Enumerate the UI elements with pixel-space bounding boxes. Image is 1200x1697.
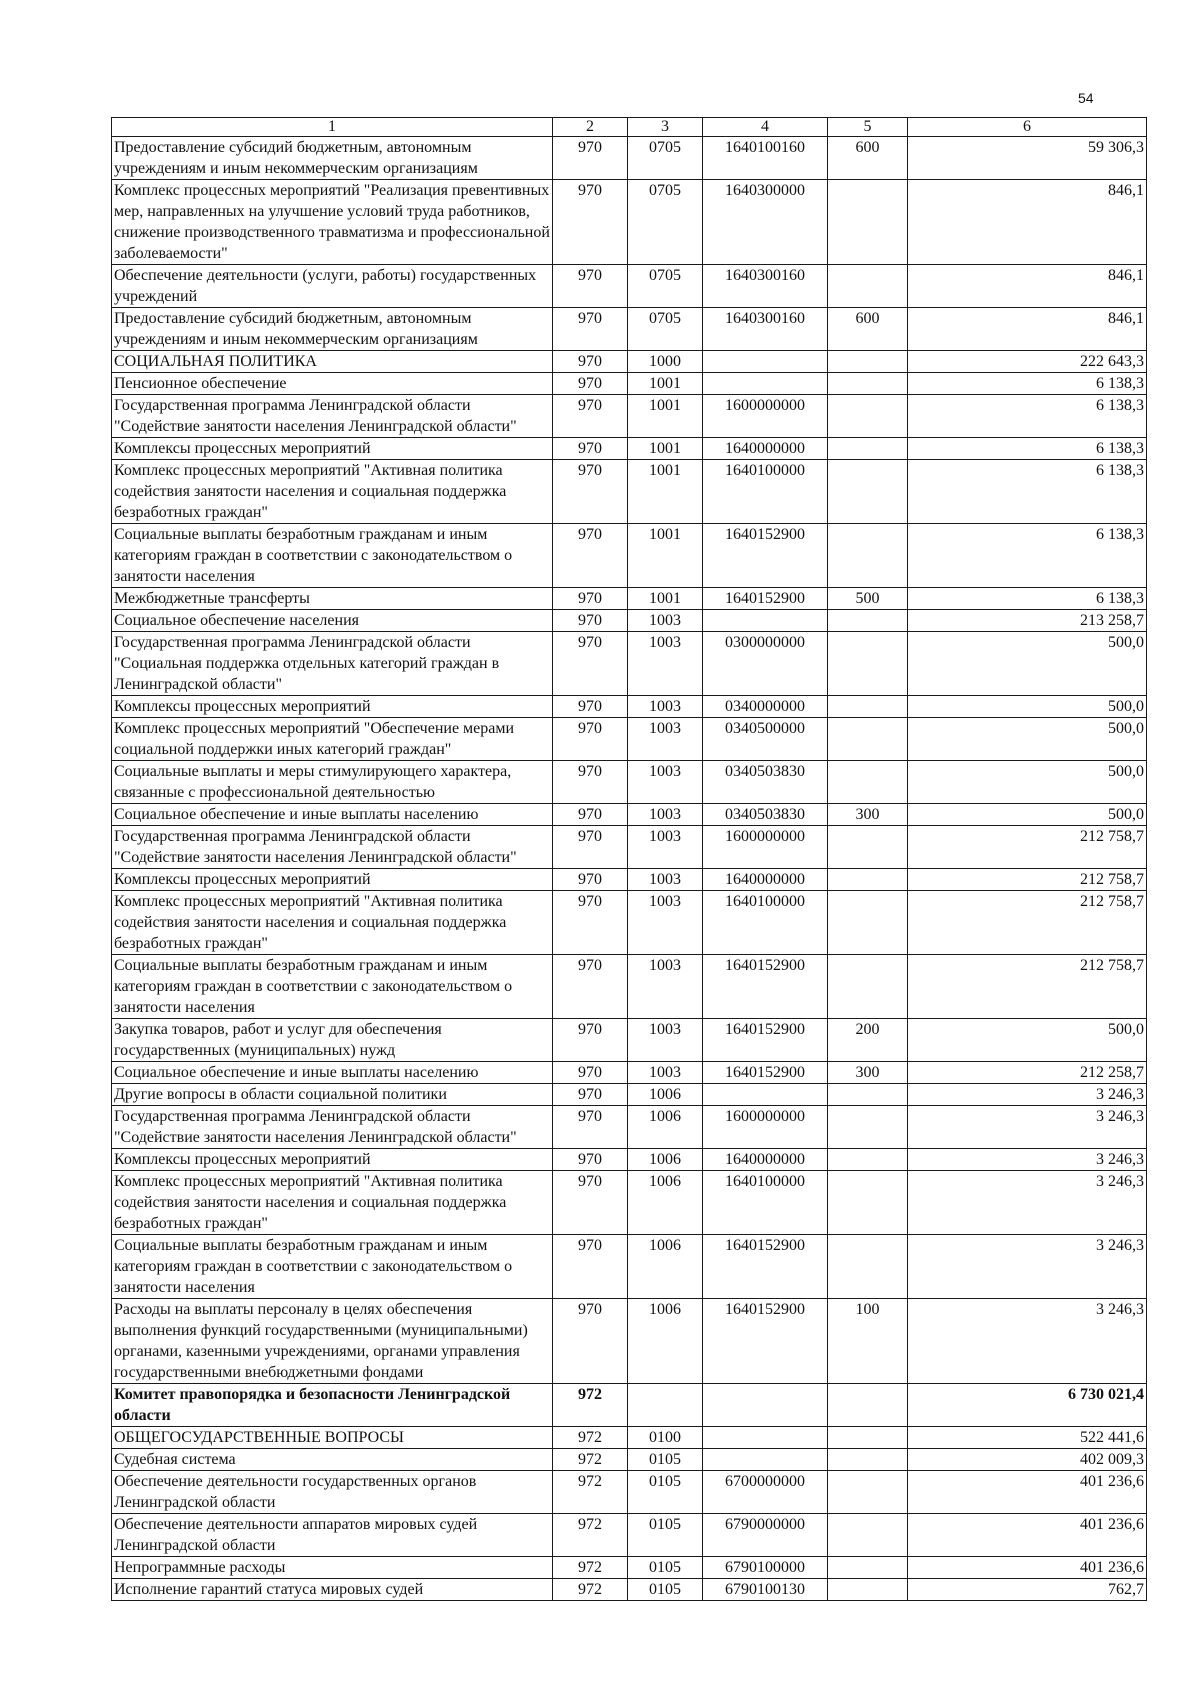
expense-type-cell: 300 [828,804,908,826]
target-article-cell: 0340500000 [703,718,828,761]
table-row [112,1019,1147,1062]
target-article-cell: 1640300160 [703,265,828,308]
target-article-cell: 0300000000 [703,632,828,696]
target-article-cell: 1640152900 [703,588,828,610]
amount-cell: 212 258,7 [908,1062,1147,1084]
amount-cell: 401 236,6 [908,1514,1147,1557]
budget-code-cell: 970 [553,891,628,955]
budget-code-cell: 970 [553,696,628,718]
target-article-cell: 1640100000 [703,460,828,524]
column-header: 1 [112,118,553,137]
budget-code-cell: 970 [553,265,628,308]
budget-code-cell: 972 [553,1449,628,1471]
table-row [112,1299,1147,1384]
row-name-cell: Межбюджетные трансферты [112,588,553,610]
expense-type-cell [828,524,908,588]
amount-cell: 401 236,6 [908,1557,1147,1579]
budget-code-cell: 970 [553,1235,628,1299]
table-row [112,1062,1147,1084]
budget-code-cell: 970 [553,137,628,180]
expense-type-cell [828,180,908,265]
budget-code-cell: 970 [553,955,628,1019]
target-article-cell: 1640100160 [703,137,828,180]
table-row [112,1106,1147,1149]
expense-type-cell: 600 [828,137,908,180]
section-code-cell: 1003 [628,761,703,804]
table-row [112,395,1147,438]
amount-cell: 846,1 [908,265,1147,308]
amount-cell: 500,0 [908,1019,1147,1062]
section-code-cell: 0105 [628,1557,703,1579]
expense-type-cell [828,955,908,1019]
budget-code-cell: 970 [553,718,628,761]
expense-type-cell [828,1106,908,1149]
table-row [112,588,1147,610]
amount-cell: 3 246,3 [908,1149,1147,1171]
section-code-cell: 1003 [628,610,703,632]
budget-code-cell: 970 [553,826,628,869]
table-row [112,137,1147,180]
row-name-cell: Обеспечение деятельности государственных органов Ленинградской области [112,1471,553,1514]
target-article-cell [703,351,828,373]
row-name-cell: Государственная программа Ленинградской области "Социальная поддержка отдельных категорий граждан в Ленинградской области" [112,632,553,696]
section-code-cell: 1006 [628,1171,703,1235]
expense-type-cell [828,1449,908,1471]
table-row [112,955,1147,1019]
amount-cell: 212 758,7 [908,869,1147,891]
section-code-cell: 1003 [628,1019,703,1062]
amount-cell: 222 643,3 [908,351,1147,373]
section-code-cell: 0705 [628,137,703,180]
row-name-cell: Комплекс процессных мероприятий "Активная политика содействия занятости населения и социальная поддержка безработных граждан" [112,460,553,524]
table-row [112,265,1147,308]
row-name-cell: Исполнение гарантий статуса мировых судей [112,1579,553,1601]
section-code-cell: 1006 [628,1235,703,1299]
amount-cell: 500,0 [908,804,1147,826]
row-name-cell: Социальные выплаты безработным гражданам и иным категориям граждан в соответствии с законодательством о занятости населения [112,1235,553,1299]
table-row [112,180,1147,265]
target-article-cell: 1600000000 [703,1106,828,1149]
target-article-cell [703,373,828,395]
amount-cell: 212 758,7 [908,955,1147,1019]
table-row [112,891,1147,955]
row-name-cell: Обеспечение деятельности (услуги, работы) государственных учреждений [112,265,553,308]
target-article-cell: 1640000000 [703,438,828,460]
target-article-cell: 6790000000 [703,1514,828,1557]
budget-code-cell: 972 [553,1557,628,1579]
budget-code-cell: 970 [553,1149,628,1171]
section-code-cell: 1003 [628,804,703,826]
amount-cell: 6 730 021,4 [908,1384,1147,1427]
section-code-cell: 1001 [628,460,703,524]
row-name-cell: Предоставление субсидий бюджетным, автономным учреждениям и иным некоммерческим организациям [112,308,553,351]
column-header: 3 [628,118,703,137]
target-article-cell: 1640152900 [703,1019,828,1062]
section-code-cell: 1000 [628,351,703,373]
amount-cell: 3 246,3 [908,1235,1147,1299]
row-name-cell: Государственная программа Ленинградской области "Содействие занятости населения Ленинградской области" [112,395,553,438]
expense-type-cell [828,891,908,955]
row-name-cell: Комитет правопорядка и безопасности Ленинградской области [112,1384,553,1427]
budget-code-cell: 970 [553,1171,628,1235]
table-row [112,1235,1147,1299]
expense-type-cell [828,696,908,718]
table-row [112,1427,1147,1449]
expense-type-cell [828,1514,908,1557]
table-row [112,1557,1147,1579]
table-row [112,460,1147,524]
target-article-cell: 6790100000 [703,1557,828,1579]
table-row [112,1514,1147,1557]
page-number: 54 [1078,90,1094,106]
expense-type-cell [828,1384,908,1427]
amount-cell: 401 236,6 [908,1471,1147,1514]
expense-type-cell [828,761,908,804]
target-article-cell: 1640100000 [703,1171,828,1235]
row-name-cell: ОБЩЕГОСУДАРСТВЕННЫЕ ВОПРОСЫ [112,1427,553,1449]
section-code-cell: 0105 [628,1514,703,1557]
section-code-cell: 1001 [628,524,703,588]
target-article-cell [703,610,828,632]
target-article-cell: 1640152900 [703,1062,828,1084]
row-name-cell: Социальное обеспечение населения [112,610,553,632]
amount-cell: 6 138,3 [908,395,1147,438]
table-body [112,137,1147,1601]
section-code-cell: 1003 [628,869,703,891]
amount-cell: 212 758,7 [908,826,1147,869]
amount-cell: 500,0 [908,718,1147,761]
column-header: 6 [908,118,1147,137]
section-code-cell: 0705 [628,180,703,265]
expense-type-cell [828,460,908,524]
budget-code-cell: 970 [553,1019,628,1062]
budget-code-cell: 970 [553,1106,628,1149]
section-code-cell: 1006 [628,1299,703,1384]
row-name-cell: Закупка товаров, работ и услуг для обеспечения государственных (муниципальных) нужд [112,1019,553,1062]
table-row [112,1171,1147,1235]
budget-code-cell: 970 [553,869,628,891]
row-name-cell: Судебная система [112,1449,553,1471]
row-name-cell: Социальные выплаты безработным гражданам и иным категориям граждан в соответствии с законодательством о занятости населения [112,524,553,588]
budget-code-cell: 972 [553,1427,628,1449]
target-article-cell [703,1084,828,1106]
target-article-cell [703,1384,828,1427]
target-article-cell [703,1427,828,1449]
expense-type-cell [828,1084,908,1106]
expense-type-cell [828,1471,908,1514]
amount-cell: 6 138,3 [908,438,1147,460]
section-code-cell [628,1384,703,1427]
section-code-cell: 0105 [628,1449,703,1471]
table-row [112,351,1147,373]
table-row [112,696,1147,718]
target-article-cell: 1640300000 [703,180,828,265]
target-article-cell: 1600000000 [703,395,828,438]
budget-code-cell: 970 [553,632,628,696]
row-name-cell: Комплексы процессных мероприятий [112,1149,553,1171]
section-code-cell: 1003 [628,1062,703,1084]
target-article-cell: 1640152900 [703,1235,828,1299]
section-code-cell: 1003 [628,718,703,761]
amount-cell: 59 306,3 [908,137,1147,180]
row-name-cell: Комплексы процессных мероприятий [112,438,553,460]
budget-table [111,117,1147,1601]
section-code-cell: 0705 [628,308,703,351]
section-code-cell: 1003 [628,696,703,718]
table-row [112,718,1147,761]
target-article-cell: 1640152900 [703,1299,828,1384]
budget-code-cell: 970 [553,588,628,610]
row-name-cell: Пенсионное обеспечение [112,373,553,395]
amount-cell: 3 246,3 [908,1171,1147,1235]
section-code-cell: 1001 [628,373,703,395]
expense-type-cell [828,1579,908,1601]
table-row [112,524,1147,588]
budget-code-cell: 970 [553,395,628,438]
expense-type-cell [828,373,908,395]
amount-cell: 3 246,3 [908,1106,1147,1149]
table-row [112,1384,1147,1427]
amount-cell: 762,7 [908,1579,1147,1601]
target-article-cell: 1640300160 [703,308,828,351]
budget-code-cell: 970 [553,438,628,460]
section-code-cell: 1006 [628,1084,703,1106]
header-row [112,118,1147,137]
amount-cell: 500,0 [908,632,1147,696]
target-article-cell: 0340503830 [703,761,828,804]
expense-type-cell [828,351,908,373]
row-name-cell: Комплексы процессных мероприятий [112,869,553,891]
budget-code-cell: 970 [553,1299,628,1384]
row-name-cell: СОЦИАЛЬНАЯ ПОЛИТИКА [112,351,553,373]
row-name-cell: Социальное обеспечение и иные выплаты населению [112,1062,553,1084]
section-code-cell: 1006 [628,1106,703,1149]
target-article-cell: 1640000000 [703,1149,828,1171]
expense-type-cell [828,1557,908,1579]
row-name-cell: Другие вопросы в области социальной политики [112,1084,553,1106]
budget-code-cell: 970 [553,373,628,395]
expense-type-cell [828,265,908,308]
amount-cell: 212 758,7 [908,891,1147,955]
expense-type-cell [828,438,908,460]
budget-code-cell: 972 [553,1384,628,1427]
budget-code-cell: 972 [553,1579,628,1601]
expense-type-cell: 300 [828,1062,908,1084]
row-name-cell: Обеспечение деятельности аппаратов мировых судей Ленинградской области [112,1514,553,1557]
table-row [112,1149,1147,1171]
budget-code-cell: 972 [553,1514,628,1557]
target-article-cell: 1640100000 [703,891,828,955]
section-code-cell: 0705 [628,265,703,308]
expense-type-cell [828,1149,908,1171]
table-row [112,438,1147,460]
target-article-cell: 6700000000 [703,1471,828,1514]
expense-type-cell [828,610,908,632]
table-row [112,1449,1147,1471]
target-article-cell: 1600000000 [703,826,828,869]
row-name-cell: Комплекс процессных мероприятий "Реализация превентивных мер, направленных на улучшение условий труда работников, снижение производственного травматизма и профессиональной заболеваемости" [112,180,553,265]
table-row [112,632,1147,696]
expense-type-cell: 500 [828,588,908,610]
amount-cell: 3 246,3 [908,1299,1147,1384]
section-code-cell: 1001 [628,395,703,438]
row-name-cell: Предоставление субсидий бюджетным, автономным учреждениям и иным некоммерческим организациям [112,137,553,180]
amount-cell: 500,0 [908,696,1147,718]
column-header: 4 [703,118,828,137]
amount-cell: 846,1 [908,308,1147,351]
section-code-cell: 0105 [628,1471,703,1514]
budget-code-cell: 970 [553,180,628,265]
section-code-cell: 1001 [628,438,703,460]
amount-cell: 500,0 [908,761,1147,804]
column-header: 5 [828,118,908,137]
target-article-cell: 0340503830 [703,804,828,826]
table-row [112,308,1147,351]
amount-cell: 6 138,3 [908,373,1147,395]
target-article-cell: 0340000000 [703,696,828,718]
expense-type-cell [828,1171,908,1235]
column-header: 2 [553,118,628,137]
table-row [112,1579,1147,1601]
budget-code-cell: 972 [553,1471,628,1514]
table-row [112,1084,1147,1106]
expense-type-cell: 200 [828,1019,908,1062]
amount-cell: 6 138,3 [908,460,1147,524]
amount-cell: 6 138,3 [908,524,1147,588]
target-article-cell: 1640152900 [703,955,828,1019]
amount-cell: 522 441,6 [908,1427,1147,1449]
table-row [112,373,1147,395]
section-code-cell: 1003 [628,891,703,955]
budget-code-cell: 970 [553,1062,628,1084]
amount-cell: 846,1 [908,180,1147,265]
target-article-cell [703,1449,828,1471]
table-row [112,826,1147,869]
expense-type-cell: 100 [828,1299,908,1384]
expense-type-cell [828,395,908,438]
expense-type-cell [828,1235,908,1299]
budget-code-cell: 970 [553,351,628,373]
row-name-cell: Комплексы процессных мероприятий [112,696,553,718]
row-name-cell: Комплекс процессных мероприятий "Активная политика содействия занятости населения и социальная поддержка безработных граждан" [112,1171,553,1235]
expense-type-cell [828,1427,908,1449]
amount-cell: 6 138,3 [908,588,1147,610]
row-name-cell: Расходы на выплаты персоналу в целях обеспечения выполнения функций государственными (муниципальными) органами, казенными учреждениями, органами управления государственными внебюджетными фондами [112,1299,553,1384]
budget-code-cell: 970 [553,761,628,804]
section-code-cell: 0100 [628,1427,703,1449]
budget-code-cell: 970 [553,524,628,588]
amount-cell: 213 258,7 [908,610,1147,632]
table-row [112,869,1147,891]
expense-type-cell [828,632,908,696]
budget-code-cell: 970 [553,804,628,826]
expense-type-cell: 600 [828,308,908,351]
expense-type-cell [828,718,908,761]
amount-cell: 3 246,3 [908,1084,1147,1106]
section-code-cell: 1001 [628,588,703,610]
table-row [112,1471,1147,1514]
section-code-cell: 1006 [628,1149,703,1171]
row-name-cell: Комплекс процессных мероприятий "Активная политика содействия занятости населения и социальная поддержка безработных граждан" [112,891,553,955]
row-name-cell: Социальные выплаты безработным гражданам и иным категориям граждан в соответствии с законодательством о занятости населения [112,955,553,1019]
section-code-cell: 1003 [628,826,703,869]
expense-type-cell [828,826,908,869]
budget-code-cell: 970 [553,1084,628,1106]
section-code-cell: 1003 [628,632,703,696]
table-row [112,610,1147,632]
target-article-cell: 1640152900 [703,524,828,588]
target-article-cell: 6790100130 [703,1579,828,1601]
expense-type-cell [828,869,908,891]
row-name-cell: Комплекс процессных мероприятий "Обеспечение мерами социальной поддержки иных категорий граждан" [112,718,553,761]
section-code-cell: 1003 [628,955,703,1019]
row-name-cell: Государственная программа Ленинградской области "Содействие занятости населения Ленинградской области" [112,1106,553,1149]
budget-code-cell: 970 [553,610,628,632]
section-code-cell: 0105 [628,1579,703,1601]
budget-code-cell: 970 [553,460,628,524]
table-row [112,761,1147,804]
target-article-cell: 1640000000 [703,869,828,891]
amount-cell: 402 009,3 [908,1449,1147,1471]
row-name-cell: Социальное обеспечение и иные выплаты населению [112,804,553,826]
row-name-cell: Непрограммные расходы [112,1557,553,1579]
row-name-cell: Социальные выплаты и меры стимулирующего характера, связанные с профессиональной деятельностью [112,761,553,804]
table-row [112,804,1147,826]
budget-code-cell: 970 [553,308,628,351]
row-name-cell: Государственная программа Ленинградской области "Содействие занятости населения Ленинградской области" [112,826,553,869]
